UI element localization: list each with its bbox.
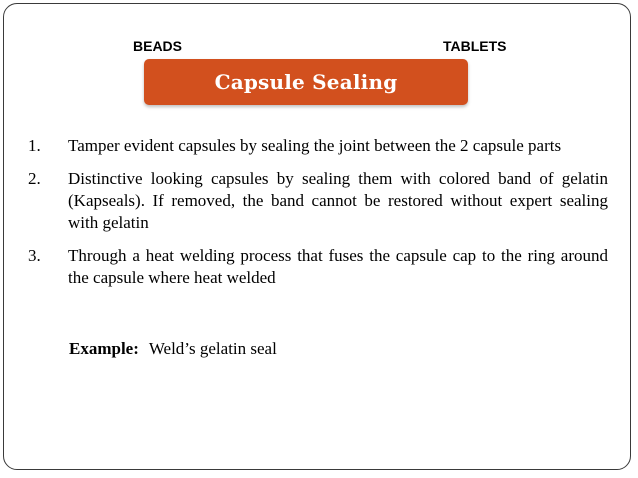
beads-label: BEADS	[133, 38, 183, 54]
list-item	[28, 135, 608, 157]
list-item-number: 3.	[28, 246, 41, 265]
list-item-number: 1.	[28, 136, 41, 155]
example-label: Example:	[69, 339, 139, 358]
list-item-text: Through a heat welding process that fuses the capsule cap to the ring around the capsule where heat welded	[68, 246, 608, 287]
list-item-text: Distinctive looking capsules by sealing them with colored band of gelatin (Kapseals). If removed, the band cannot be restored without expert sealing with gelatin	[68, 169, 608, 232]
list-item-text: Tamper evident capsules by sealing the joint between the 2 capsule parts	[68, 136, 562, 155]
numbered-list	[28, 135, 608, 300]
list-item	[28, 245, 608, 289]
slide-title: Capsule Sealing	[214, 70, 398, 94]
example-text: Weld’s gelatin seal	[148, 339, 277, 358]
title-banner	[144, 59, 468, 105]
tablets-label: TABLETS	[443, 38, 507, 54]
list-item	[28, 168, 608, 234]
list-item-number: 2.	[28, 169, 41, 188]
example-line	[69, 339, 277, 359]
